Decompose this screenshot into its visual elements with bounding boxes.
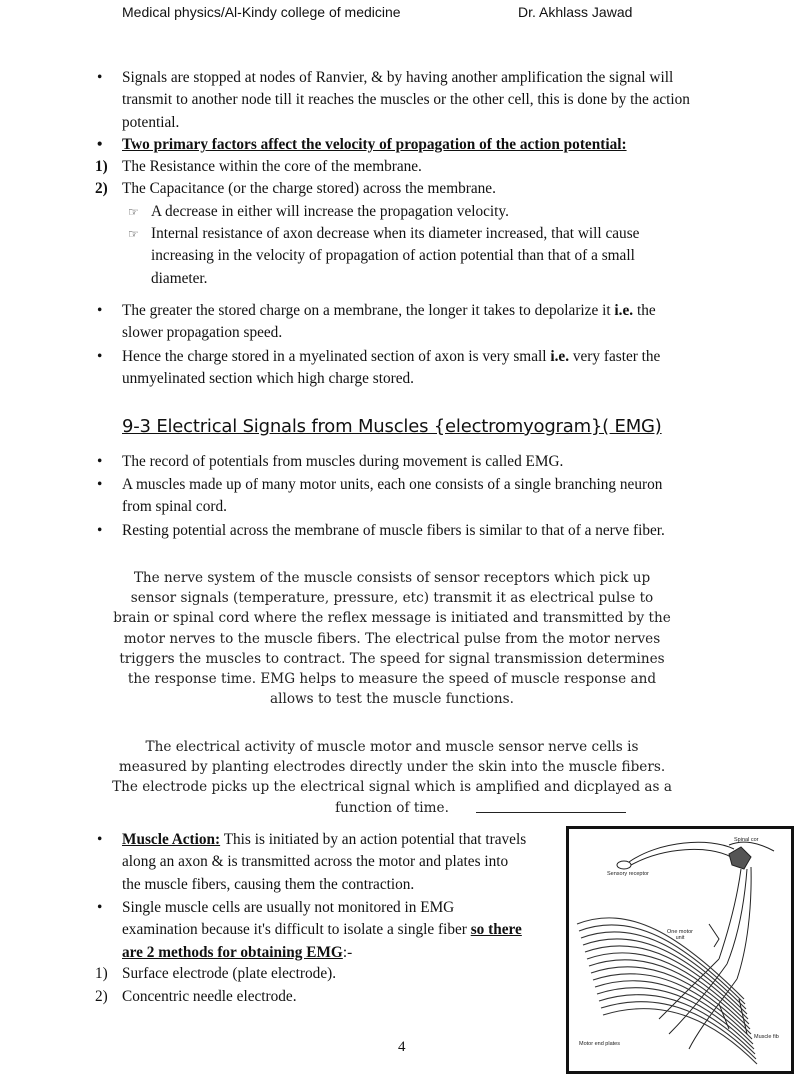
label-sensory-receptor: Sensory receptor xyxy=(607,871,649,877)
emg-bullet-1: • The record of potentials from muscles during movement is called EMG. xyxy=(97,453,564,470)
factors-heading: Two primary factors affect the velocity of propagation of the action potential: xyxy=(122,136,627,153)
bullet-muscle-action: • Muscle Action: This is initiated by an action potential that travels along an axon & is transmitted across the motor and plates into the muscle fibers, causing them the contraction. xyxy=(97,831,527,893)
header-course: Medical physics/Al-Kindy college of medicine xyxy=(122,4,401,20)
page-header xyxy=(0,2,810,24)
bullet-myelinated: • Hence the charge stored in a myelinated section of axon is very small i.e. very faster the unmyelinated section which high charge stored. xyxy=(97,348,661,388)
method-1: 1) Surface electrode (plate electrode). xyxy=(95,965,337,982)
bullet-ranvier: • Signals are stopped at nodes of Ranvier, & by having another amplification the signal will transmit to another node till it reaches the muscles or the other cell, this is done by the action potential. xyxy=(97,69,690,131)
bullet-factors-heading: • Two primary factors affect the velocity of propagation of the action potential: xyxy=(97,136,627,153)
factor-note-1: ☞ A decrease in either will increase the propagation velocity. xyxy=(0,201,810,223)
bullet-text: Signals are stopped at nodes of Ranvier, & by having another amplification the signal will transmit to another node till it reaches the muscles or the other cell, this is done by the action potential. xyxy=(122,69,690,131)
inset-paragraph-nerve-system: The nerve system of the muscle consists of sensor receptors which pick up sensor signals (temperature, pressure, etc) transmit it as electrical pulse to brain or spinal cord where the reflex message is initiated and transmitted by the motor nerves to the muscle fibers. The electrical pulse from the motor nerves triggers the muscles to contract. The speed for signal transmission determines the response time. EMG helps to measure the speed of muscle response and allows to test the muscle functions. xyxy=(113,570,671,708)
pointing-hand-icon: ☞ xyxy=(128,227,139,241)
label-muscle-fibers: Muscle fib xyxy=(754,1034,779,1040)
factor-note-2: ☞ Internal resistance of axon decrease when its diameter increased, that will cause increasing in the velocity of propagation of action potential than that of a small diameter. xyxy=(128,225,640,287)
muscle-fiber-line xyxy=(603,1009,757,1064)
emg-bullet-3: • Resting potential across the membrane of muscle fibers is similar to that of a nerve fiber. xyxy=(97,522,665,539)
method-2: 2) Concentric needle electrode. xyxy=(95,988,297,1005)
label-motor-end-plates: Motor end plates xyxy=(579,1041,620,1047)
page-number: 4 xyxy=(398,1039,406,1055)
label-spinal-cord: Spinal cor xyxy=(734,837,759,843)
bullet-stored-charge: • The greater the stored charge on a membrane, the longer it takes to depolarize it i.e. the slower propagation speed. xyxy=(97,302,656,342)
pointing-hand-icon: ☞ xyxy=(128,205,139,219)
underline-rule xyxy=(476,812,626,813)
section-title: 9-3 Electrical Signals from Muscles {electromyogram}( EMG) xyxy=(122,416,662,437)
factor-2: 2) The Capacitance (or the charge stored) across the membrane. xyxy=(95,180,496,197)
factor-1: 1) The Resistance within the core of the membrane. xyxy=(95,158,422,175)
motor-unit-figure xyxy=(566,826,794,1074)
muscle-fiber-line xyxy=(585,946,748,1019)
inset-paragraph-electrical-activity: The electrical activity of muscle motor and muscle sensor nerve cells is measured by planting electrodes directly under the skin into the muscle fibers. The electrode picks up the electrical signal which is amplified and dicplayed as a function of time. xyxy=(112,739,672,816)
bullet-single-cell: • Single muscle cells are usually not monitored in EMG examination because it's difficult to isolate a single fiber so there are 2 methods for obtaining EMG:- xyxy=(97,899,522,961)
label-motor-unit: One motor unit xyxy=(667,929,693,941)
emg-bullet-2: • A muscles made up of many motor units, each one consists of a single branching neuron from spinal cord. xyxy=(97,476,663,516)
header-author: Dr. Akhlass Jawad xyxy=(518,4,633,20)
